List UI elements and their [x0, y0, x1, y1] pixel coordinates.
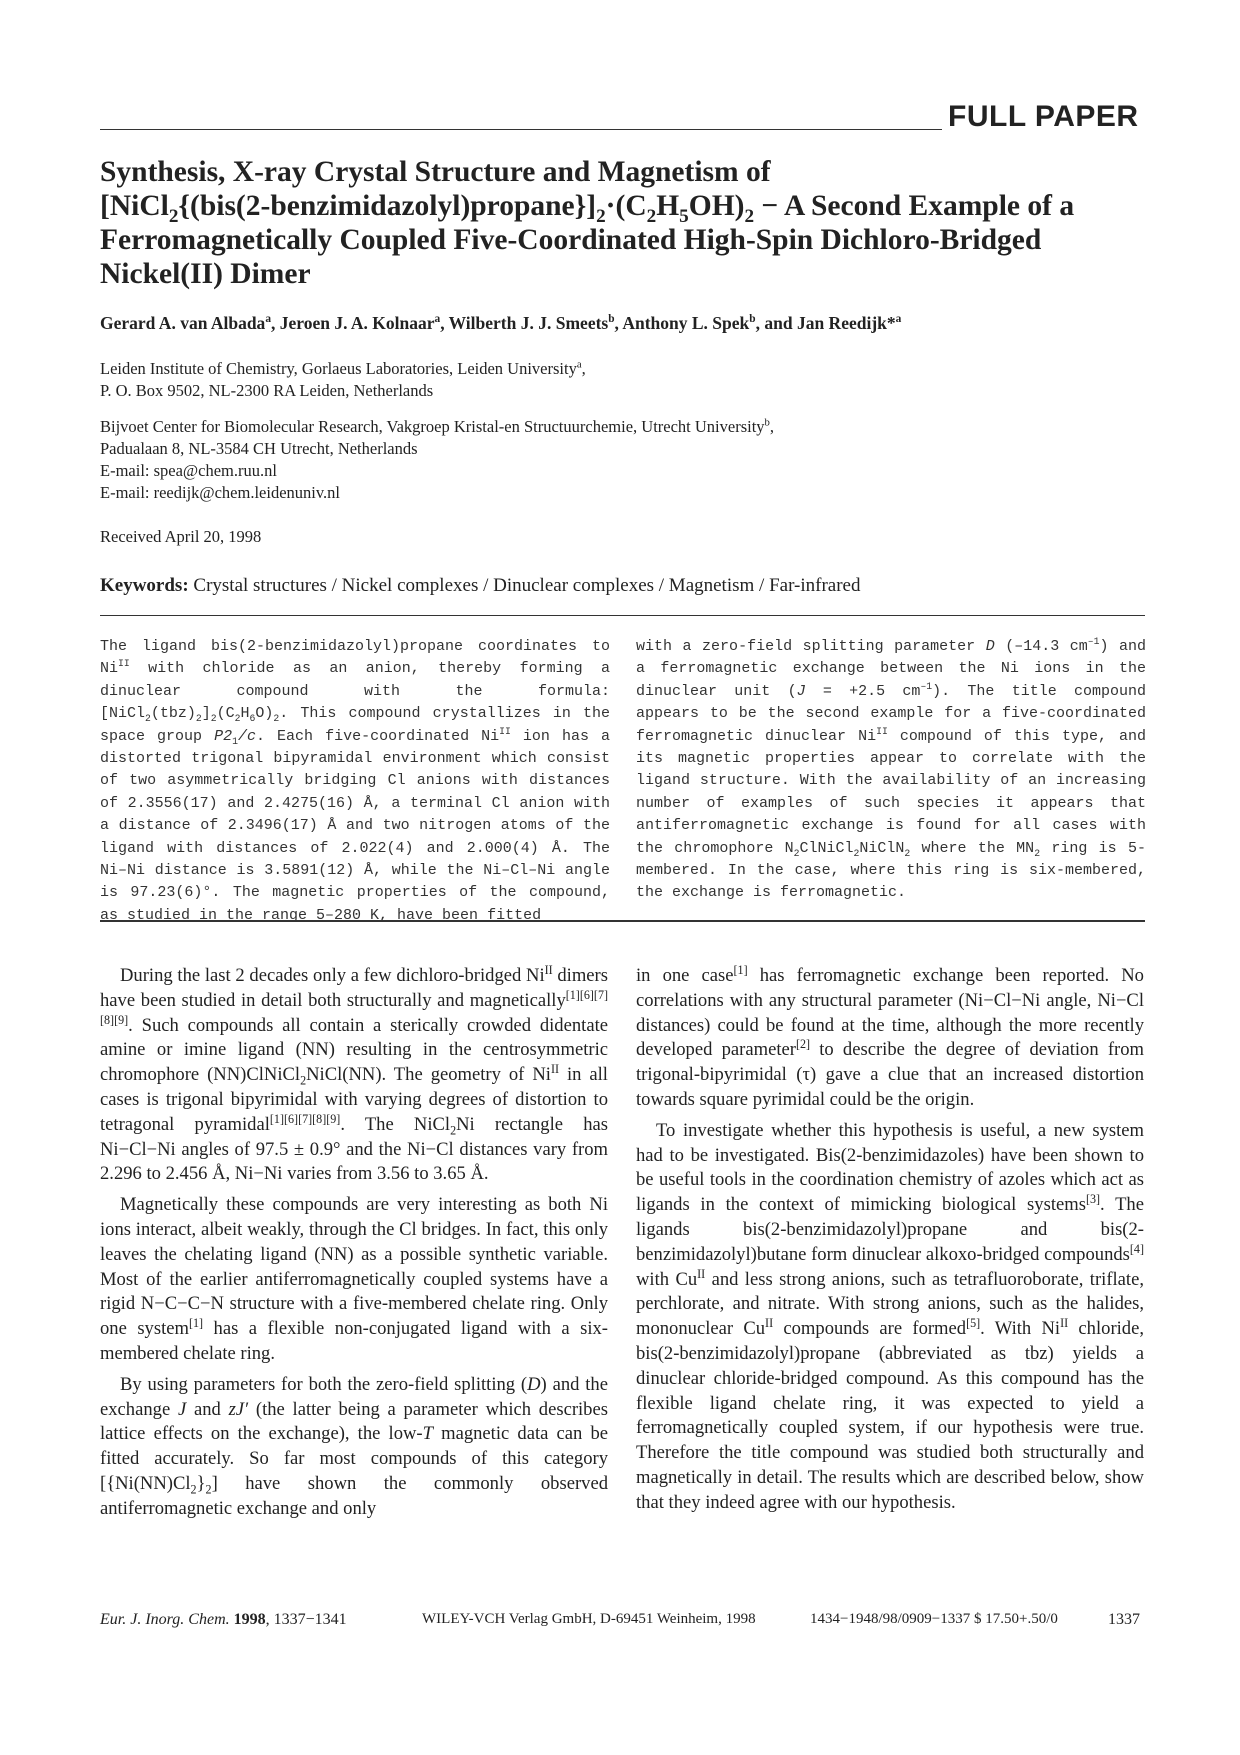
footer-issn: 1434−1948/98/0909−1337 $ 17.50+.50/0: [810, 1611, 1058, 1627]
text-run: NiClN: [859, 839, 905, 857]
text-run: . The ligands bis(2-benzimidazolyl)propane and bis(2-benzimidazolyl)butane form dinuclear alkoxo-bridged compounds: [636, 1194, 1144, 1265]
title-text: − A Second Example of a Ferromagnetically Coupled Five-Coordinated High-Spin Dichloro-Bridged Nickel(II) Dimer: [100, 190, 1075, 290]
superscript: –1: [1087, 636, 1100, 647]
article-title: [100, 155, 1150, 291]
text-run: = +2.5 cm: [805, 682, 921, 700]
italic-symbol: J: [796, 682, 806, 700]
subscript: 2: [300, 1073, 307, 1088]
text-run: . With Ni: [980, 1318, 1061, 1340]
superscript: II: [697, 1266, 706, 1281]
subscript: 2: [273, 713, 280, 725]
affiliation-line: Padualaan 8, NL-3584 CH Utrecht, Netherlands: [100, 439, 418, 458]
text-run: with Cu: [636, 1268, 698, 1290]
received-date: Received April 20, 1998: [100, 527, 262, 546]
text-run: in all cases is trigonal bipyrimidal with varying degrees of distortion to tetragonal pyramidal: [100, 1064, 608, 1135]
affiliation-line: Leiden Institute of Chemistry, Gorlaeus Laboratories, Leiden University: [100, 359, 577, 378]
text-run: . Each five-coordinated Ni: [256, 727, 500, 745]
keywords-label: Keywords:: [100, 575, 189, 596]
text-run: has a flexible non-conjugated ligand with a six-membered chelate ring.: [100, 1318, 608, 1364]
subscript: 2: [450, 1123, 457, 1138]
subscript: 6: [249, 713, 256, 725]
text-run: (C: [216, 705, 235, 723]
subscript: 2: [234, 713, 241, 725]
subscript: 1: [232, 735, 238, 747]
text-run: O): [255, 705, 274, 723]
text-run: By using parameters for both the zero-field splitting (: [120, 1373, 528, 1395]
subscript: 2: [904, 847, 911, 859]
author-name: Gerard A. van Albada: [100, 313, 266, 333]
text-run: (–14.3 cm: [994, 638, 1088, 655]
superscript: II: [765, 1315, 774, 1330]
section-label: FULL PAPER: [948, 100, 1139, 133]
author-name: Jeroen J. A. Kolnaar: [279, 313, 435, 333]
subscript: 2: [1034, 847, 1041, 859]
text-run: NiCl(NN). The geometry of Ni: [306, 1064, 551, 1086]
text-run: ]: [201, 705, 211, 723]
body-paragraph: [636, 964, 1144, 1113]
footer-journal: Eur. J. Inorg. Chem.: [100, 1611, 230, 1628]
italic-symbol: P2: [214, 727, 233, 745]
author-name: Wilberth J. J. Smeets: [448, 313, 609, 333]
affiliation-b: [100, 416, 774, 504]
text-run: Magnetically these compounds are very interesting as both Ni ions interact, albeit weakly, through the Cl bridges. In fact, this only leaves the chelating ligand (NN) as a possible synthetic variable. Most of the earlier antiferromagnetically coupled systems have a rigid N−C−C−N structure with a five-membered chelate ring. Only one system: [100, 1194, 608, 1340]
superscript: II: [1060, 1315, 1069, 1330]
text-run: where the MN: [910, 839, 1035, 857]
text-run: ring is 5-membered. In the case, where this ring is six-membered, the exchange is ferromagnetic.: [636, 839, 1146, 902]
author-affiliation-mark: b: [749, 313, 756, 326]
title-sub: 2: [168, 205, 179, 227]
text-run: }: [196, 1472, 206, 1494]
text-run: ion has a distorted trigonal bipyramidal environment which consist of two asymmetrically bridging Cl anions with distances of 2.3556(17) and 2.4275(16) Å, a terminal Cl anion with a distance of 2.3496(17) Å and two nitrogen atoms of the ligand with distances of 2.022(4) and 2.000(4) Å. The Ni–Ni distance is 3.5891(12) Å, while the Ni–Cl–Ni angle is 97.23(6)°. The magnetic properties of the compound, as studied in the range 5–280 K, have been fitted: [100, 727, 610, 924]
text-run: ] have shown the commonly observed antiferromagnetic exchange and only: [100, 1472, 608, 1519]
email-link[interactable]: E-mail: spea@chem.ruu.nl: [100, 461, 277, 480]
text-run: compounds are formed: [773, 1318, 967, 1340]
subscript: 2: [853, 847, 860, 859]
affiliation-line: Bijvoet Center for Biomolecular Research, Vakgroep Kristal-en Structuurchemie, Utrecht University: [100, 417, 765, 436]
superscript: [3]: [1085, 1191, 1101, 1206]
abstract-right: [636, 636, 1146, 905]
text-run: dimers have been studied in detail both structurally and magnetically: [100, 965, 608, 1011]
author-name: Jan Reedijk*: [796, 313, 896, 333]
footer-publisher: WILEY-VCH Verlag GmbH, D-69451 Weinheim, 1998: [422, 1611, 756, 1627]
text-run: . This compound crystallizes in the space group: [100, 705, 610, 745]
superscript: II: [499, 725, 511, 737]
text-run: with a zero-field splitting parameter: [636, 638, 986, 655]
text-run: ClNiCl: [799, 839, 854, 857]
footer-pages: , 1337−1341: [265, 1611, 347, 1628]
author-list: Gerard A. van Albada$^a$, Jeroen J. A. Kolnaar$^a$, Wilberth J. J. Smeets$^b$, Anthony L. Spek$^b$, and Jan Reedijk*$^a$: [100, 313, 902, 333]
keywords: [100, 575, 860, 597]
text-run: (the latter being a parameter which describes lattice effects on the exchange), the low-: [100, 1398, 608, 1445]
abstract-left: [100, 636, 610, 927]
text-run: (tbz): [150, 705, 196, 723]
text-run: To investigate whether this hypothesis is useful, a new system had to be investigated. Bis(2-benzimidazoles) have been shown to be useful tools in the coordination chemistry of azoles which act as ligands in the context of mimicking biological systems: [636, 1119, 1144, 1216]
text-run: compound of this type, and its magnetic properties appear to correlate with the ligand structure. With the availability of an increasing number of examples of such species it appears that antiferromagnetic exchange is found for all cases with the chromophore N: [636, 727, 1146, 857]
author-affiliation-mark: b: [608, 313, 615, 326]
italic-symbol: D: [527, 1373, 541, 1395]
text-run: ) and the exchange: [100, 1373, 608, 1420]
superscript: [1]: [188, 1315, 204, 1330]
subscript: 2: [190, 1482, 197, 1497]
affiliation-line: P. O. Box 9502, NL-2300 RA Leiden, Netherlands: [100, 381, 434, 400]
superscript: II: [544, 962, 553, 977]
author-affiliation-mark: a: [434, 313, 441, 326]
subscript: 2: [210, 713, 217, 725]
text-run: . Such compounds all contain a sterically crowded didentate amine or imine ligand (NN) resulting in the centrosymmetric chromophore (NN)ClNiCl: [100, 1014, 608, 1086]
superscript: [4]: [1129, 1241, 1144, 1256]
author-name: Anthony L. Spek: [622, 313, 750, 333]
text-run: with chloride as an anion, thereby forming a dinuclear compound with the formula: [NiCl: [100, 660, 610, 723]
title-sub: 2: [596, 205, 606, 227]
affiliation-mark: b: [764, 416, 770, 429]
text-run: During the last 2 decades only a few dichloro-bridged Ni: [120, 965, 545, 986]
superscript: [1][6][7][8][9]: [100, 987, 608, 1027]
text-run: in one case: [636, 965, 734, 986]
italic-symbol: T: [422, 1423, 433, 1445]
text-run: to describe the degree of deviation from trigonal-bipyrimidal (τ) gave a clue that an increased distortion towards square pyrimidal could be the origin.: [636, 1039, 1145, 1110]
abstract-bottom-rule: [100, 920, 1145, 922]
author-affiliation-mark: a: [895, 313, 902, 326]
footer-citation: [100, 1611, 347, 1629]
affiliation-punct: ,: [769, 417, 775, 436]
superscript: II: [550, 1062, 559, 1076]
italic-symbol: /c: [237, 727, 256, 745]
subscript: 2: [793, 847, 800, 859]
text-run: The ligand bis(2-benzimidazolyl)propane coordinates to Ni: [100, 638, 610, 678]
text-run: Ni rectangle has Ni−Cl−Ni angles of 97.5 ± 0.9° and the Ni−Cl distances vary from 2.296 to 2.456 Å, Ni−Ni varies from 3.56 to 3.65 Å.: [100, 1113, 608, 1185]
title-text: {(bis(2-benzimidazolyl)propane}]: [178, 190, 597, 222]
title-text: OH): [688, 190, 745, 222]
abstract-top-rule: [100, 615, 1145, 616]
author-affiliation-mark: a: [265, 313, 271, 326]
text-run: . The NiCl: [340, 1113, 451, 1135]
text-run: ) and a ferromagnetic exchange between the Ni ions in the dinuclear unit (: [636, 638, 1146, 700]
body-paragraph: [636, 1119, 1144, 1516]
superscript: [1]: [733, 962, 748, 977]
footer-year: 1998: [233, 1611, 266, 1628]
title-text: ·(C: [605, 190, 647, 222]
title-text: [NiCl: [100, 190, 169, 222]
text-run: and: [186, 1398, 229, 1420]
text-run: H: [240, 705, 250, 723]
body-paragraph: [100, 964, 608, 1187]
superscript: –1: [920, 680, 933, 692]
text-run: has ferromagnetic exchange been reported. No correlations with any structural parameter (Ni−Cl−Ni angle, Ni−Cl distances) could be found at the time, although the more recently developed parameter: [636, 965, 1144, 1061]
body-left-column: [100, 964, 608, 1528]
email-link[interactable]: E-mail: reedijk@chem.leidenuniv.nl: [100, 483, 341, 502]
affiliation-punct: ,: [581, 359, 586, 378]
page-number: 1337: [1108, 1611, 1140, 1628]
text-run: and less strong anions, such as tetrafluoroborate, triflate, perchlorate, and nitrate. With strong anions, such as the halides, mononuclear Cu: [636, 1268, 1144, 1340]
superscript: [2]: [795, 1037, 811, 1052]
body-paragraph: [100, 1193, 608, 1367]
title-sub: 5: [679, 205, 689, 227]
subscript: 2: [195, 713, 202, 725]
header-rule: [100, 129, 942, 130]
body-right-column: [636, 964, 1144, 1522]
subscript: 2: [205, 1482, 212, 1497]
subscript: 2: [145, 713, 151, 725]
title-sub: 2: [646, 205, 657, 227]
italic-symbol: J: [177, 1398, 187, 1420]
text-run: magnetic data can be fitted accurately. So far most compounds of this category [{Ni(NN)Cl: [100, 1423, 608, 1494]
title-text: H: [656, 190, 680, 222]
title-line1: Synthesis, X-ray Crystal Structure and Magnetism of: [100, 156, 771, 188]
text-run: chloride, bis(2-benzimidazolyl)propane (abbreviated as tbz) yields a dinuclear chloride-bridged compound. As this compound has the flexible ligand chelate ring, it was expected to yield a ferromagnetically coupled system, if our hypothesis were true. Therefore the title compound was studied both structurally and magnetically in detail. The results which are described below, show that they indeed agree with our hypothesis.: [636, 1318, 1144, 1513]
italic-symbol: zJ′: [228, 1398, 249, 1420]
superscript: II: [876, 725, 888, 737]
affiliation-mark: a: [576, 358, 582, 371]
body-paragraph: [100, 1373, 608, 1522]
title-sub: 2: [744, 205, 755, 227]
superscript: [5]: [966, 1315, 981, 1330]
superscript: II: [118, 658, 130, 670]
text-run: ). The title compound appears to be the second example for a five-coordinated ferromagnetic dinuclear Ni: [636, 682, 1146, 745]
italic-symbol: D: [985, 638, 995, 655]
superscript: [1][6][7][8][9]: [269, 1111, 341, 1126]
keywords-list: Crystal structures / Nickel complexes / Dinuclear complexes / Magnetism / Far-infrared: [193, 575, 861, 596]
affiliation-a: [100, 358, 586, 402]
